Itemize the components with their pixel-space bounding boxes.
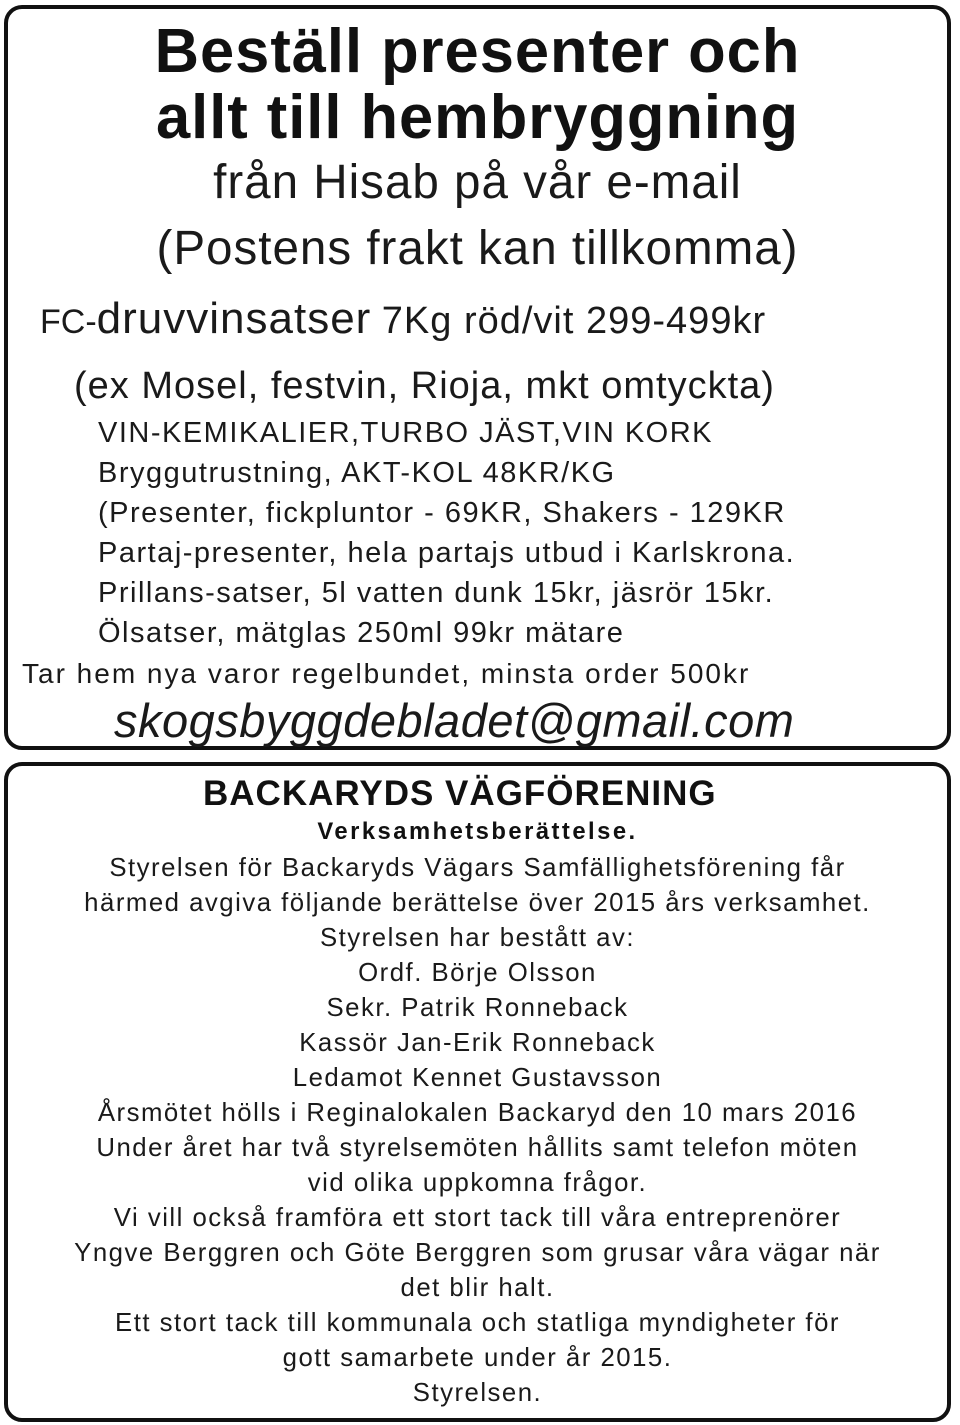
report-line: Under året har två styrelsemöten hållits samt telefon möten [96,1132,859,1162]
report-line: Ledamot Kennet Gustavsson [292,1062,663,1092]
ad-order-note: Tar hem nya varor regelbundet, minsta order 500kr [22,658,751,689]
ad-headline-line2: allt till hembryggning [155,83,800,152]
report-line: vid olika uppkomna frågor. [307,1167,648,1197]
ad-item: Prillans-satser, 5l vatten dunk 15kr, jäsrör 15kr. [98,577,775,609]
report-line: Styrelsen har bestått av: [319,922,636,952]
report-line: Kassör Jan-Erik Ronneback [299,1027,656,1057]
report-line: Sekr. Patrik Ronneback [326,992,629,1022]
report-line: Ett stort tack till kommunala och statliga myndigheter för [115,1307,840,1337]
ad-shipping-note: (Postens frakt kan tillkomma) [156,222,799,275]
ad-email-intro: från Hisab på vår e-mail [213,156,742,209]
ad-headline-line1: Beställ presenter och [154,17,801,86]
ad-fc-line [40,294,767,343]
ad-item: VIN-KEMIKALIER,TURBO JÄST,VIN KORK [98,417,713,449]
report-line: Ordf. Börje Olsson [358,957,597,987]
report-line: Yngve Berggren och Göte Berggren som grusar våra vägar när [74,1237,881,1267]
ad-fc-product: druvvinsatser [96,294,372,343]
report-line: Styrelsen för Backaryds Vägars Samfällighetsförening får [109,852,846,882]
report-subtitle: Verksamhetsberättelse. [317,818,638,845]
ad-item: Bryggutrustning, AKT-KOL 48KR/KG [98,457,616,489]
report-org-name: BACKARYDS VÄGFÖRENING [203,774,717,813]
ad-examples: (ex Mosel, festvin, Rioja, mkt omtyckta) [74,365,775,407]
report-line: härmed avgiva följande berättelse över 2015 års verksamhet. [84,887,871,917]
advertisement-box [4,5,951,750]
ad-item: Partaj-presenter, hela partajs utbud i Karlskrona. [98,537,796,569]
report-line: gott samarbete under år 2015. [282,1342,673,1372]
report-signature: Styrelsen. [412,1377,543,1407]
ad-item: (Presenter, fickpluntor - 69KR, Shakers - 129KR [98,497,786,529]
ad-fc-detail: 7Kg röd/vit 299-499kr [381,300,767,342]
report-line: Årsmötet hölls i Reginalokalen Backaryd den 10 mars 2016 [97,1097,858,1127]
ad-item: Ölsatser, mätglas 250ml 99kr mätare [98,617,625,649]
report-line: Vi vill också framföra ett stort tack till våra entreprenörer [113,1202,842,1232]
annual-report-box [4,762,951,1422]
ad-fc-prefix: FC- [40,303,97,341]
report-line: det blir halt. [400,1272,555,1302]
ad-email-address: skogsbyggdebladet@gmail.com [114,694,795,747]
